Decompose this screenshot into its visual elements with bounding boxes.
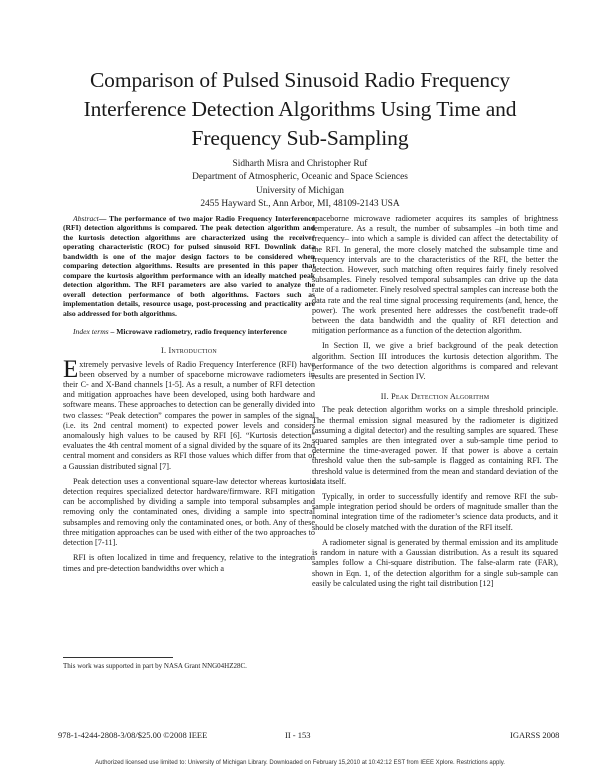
footer-isbn: 978-1-4244-2808-3/08/$25.00 ©2008 IEEE	[58, 730, 208, 740]
peak-paragraph-1: The peak detection algorithm works on a simple threshold principle. The thermal emission signal measured by the radiometer is digitized (assuming a digital detector) and the resulting samples are squared. These squared samples are then integrated over a sub-sample time period to determine the time-averaged power. If that power is above a certain threshold value then the sub-sample is flagged as containing RFI. The threshold value is determined from the mean and standard deviation of the data itself.	[312, 405, 558, 486]
section-title: Peak Detection Algorithm	[391, 392, 490, 402]
abstract-lead: Abstract	[73, 214, 99, 223]
left-column	[63, 214, 315, 574]
right-column	[312, 214, 558, 589]
index-terms-text: – Microwave radiometry, radio frequency interference	[108, 326, 287, 336]
section-number: II.	[380, 392, 389, 402]
abstract	[63, 214, 315, 318]
index-terms	[63, 327, 315, 336]
peak-paragraph-2: Typically, in order to successfully identify and remove RFI the sub-sample integration period should be orders of magnitude smaller than the nominal integration time of the radiometer’s science data products, and it should be closely matched with the duration of the RFI itself.	[312, 492, 558, 532]
intro-paragraph-3: RFI is often localized in time and frequency, relative to the integration times and pre-detection bandwidths over which a	[63, 553, 315, 573]
footer-page-number: II - 153	[285, 730, 311, 740]
author-names: Sidharth Misra and Christopher Ruf	[232, 159, 368, 169]
drop-cap: E	[63, 355, 79, 383]
section-number: I.	[161, 346, 167, 356]
intro-paragraph-3-cont: spaceborne microwave radiometer acquires its samples of brightness temperature. As a result, the number of subsamples –in both time and frequency– into which a sample is divided can affect the detectability of the RFI. In general, the more closely matched the subsample time and frequency intervals are to the characteristics of the RFI, the better the detection. However, such matching often requires fairly finely resolved subsamples. Finely resolved temporal subsamples can drive up the data rate of a radiometer. Finely resolved spectral samples can increase both the data rate and the real time signal processing requirements (and, hence, the power). The work presented here addresses the cost/benefit trade-off between the data bandwidth and the quality of RFI detection and mitigation performance as a function of the detection algorithm.	[312, 214, 558, 336]
author-block	[60, 158, 540, 212]
author-department: Department of Atmospheric, Oceanic and Space Sciences	[192, 172, 408, 183]
paper-title: Comparison of Pulsed Sinusoid Radio Frequency Interference Detection Algorithms Using Time and Frequency Sub-Sampling	[83, 68, 517, 150]
intro-paragraph-1-text: xtremely pervasive levels of Radio Frequency Interference (RFI) have been observed by a number of spaceborne microwave radiometers in their C- and X-Band channels [1-5]. As a result, a number of RFI detection and mitigation approaches have been developed, using both hardware and software means. These approaches to detection can be generally divided into two classes: “Peak detection” compares the power in samples of the signal (i.e. its 2nd central moment) to expected power levels and considers anomalously high values to be caused by RFI [6]. “Kurtosis detection” evaluates the 4th central moment of a signal divided by the square of its 2nd central moment and considers as RFI those values which differ from that of a Gaussian distributed signal [7].	[63, 359, 315, 471]
intro-paragraph-2: Peak detection uses a conventional square-law detector whereas kurtosis detection requires specialized detector hardware/firmware. RFI mitigation can be accomplished by dividing a sample into temporal subsamples and removing only the contaminated ones, dividing a sample into spectral subsamples and removing only the contaminated ones, or both. Any of these three mitigation approaches can be used with either of the two approaches to detection [7-11].	[63, 476, 315, 548]
section-heading-introduction	[63, 346, 315, 356]
abstract-text: — The performance of two major Radio Frequency Interference (RFI) detection algorithms is compared. The peak detection algorithm and the kurtosis detection algorithms are characterized using the receiver operating characteristic (ROC) for pulsed sinusoid RFI. Downlink data bandwidth is one of the major design factors to be considered when comparing detection algorithms. Results are presented in this paper that compare the kurtosis algorithm performance with an ideally matched peak detection algorithm. The RFI parameters are also varied to analyze the overall detection performance of both algorithms. Factors such as implementation details, resource usage, post-processing and practicality are also addressed for both algorithms.	[63, 214, 315, 318]
license-notice: Authorized licensed use limited to: University of Michigan Library. Downloaded on February 15,2010 at 10:42:12 EST from IEEE Xplore. Restrictions apply.	[95, 760, 505, 766]
footer-conference: IGARSS 2008	[510, 730, 560, 740]
index-terms-lead: Index terms	[73, 326, 109, 336]
intro-paragraph-1	[63, 355, 315, 472]
intro-paragraph-4: In Section II, we give a brief background of the peak detection algorithm. Section III introduces the kurtosis detection algorithm. The performance of the two detection algorithms is compared and relevant results are presented in Section IV.	[312, 341, 558, 382]
section-title: Introduction	[168, 346, 217, 356]
footnote: This work was supported in part by NASA Grant NNG04HZ28C.	[63, 662, 247, 670]
section-heading-peak-detection	[312, 392, 558, 402]
author-university: University of Michigan	[255, 185, 344, 196]
footnote-rule	[63, 657, 173, 658]
author-address: 2455 Hayward St., Ann Arbor, MI, 48109-2143 USA	[200, 199, 400, 210]
peak-paragraph-3: A radiometer signal is generated by thermal emission and its amplitude is random in nature with a Gaussian distribution. As a result its squared samples follow a Chi-square distribution. The false-alarm rate (FAR), shown in Eqn. 1, of the detection algorithm for a single sub-sample can easily be calculated using the right tail distribution [12]	[312, 537, 558, 588]
